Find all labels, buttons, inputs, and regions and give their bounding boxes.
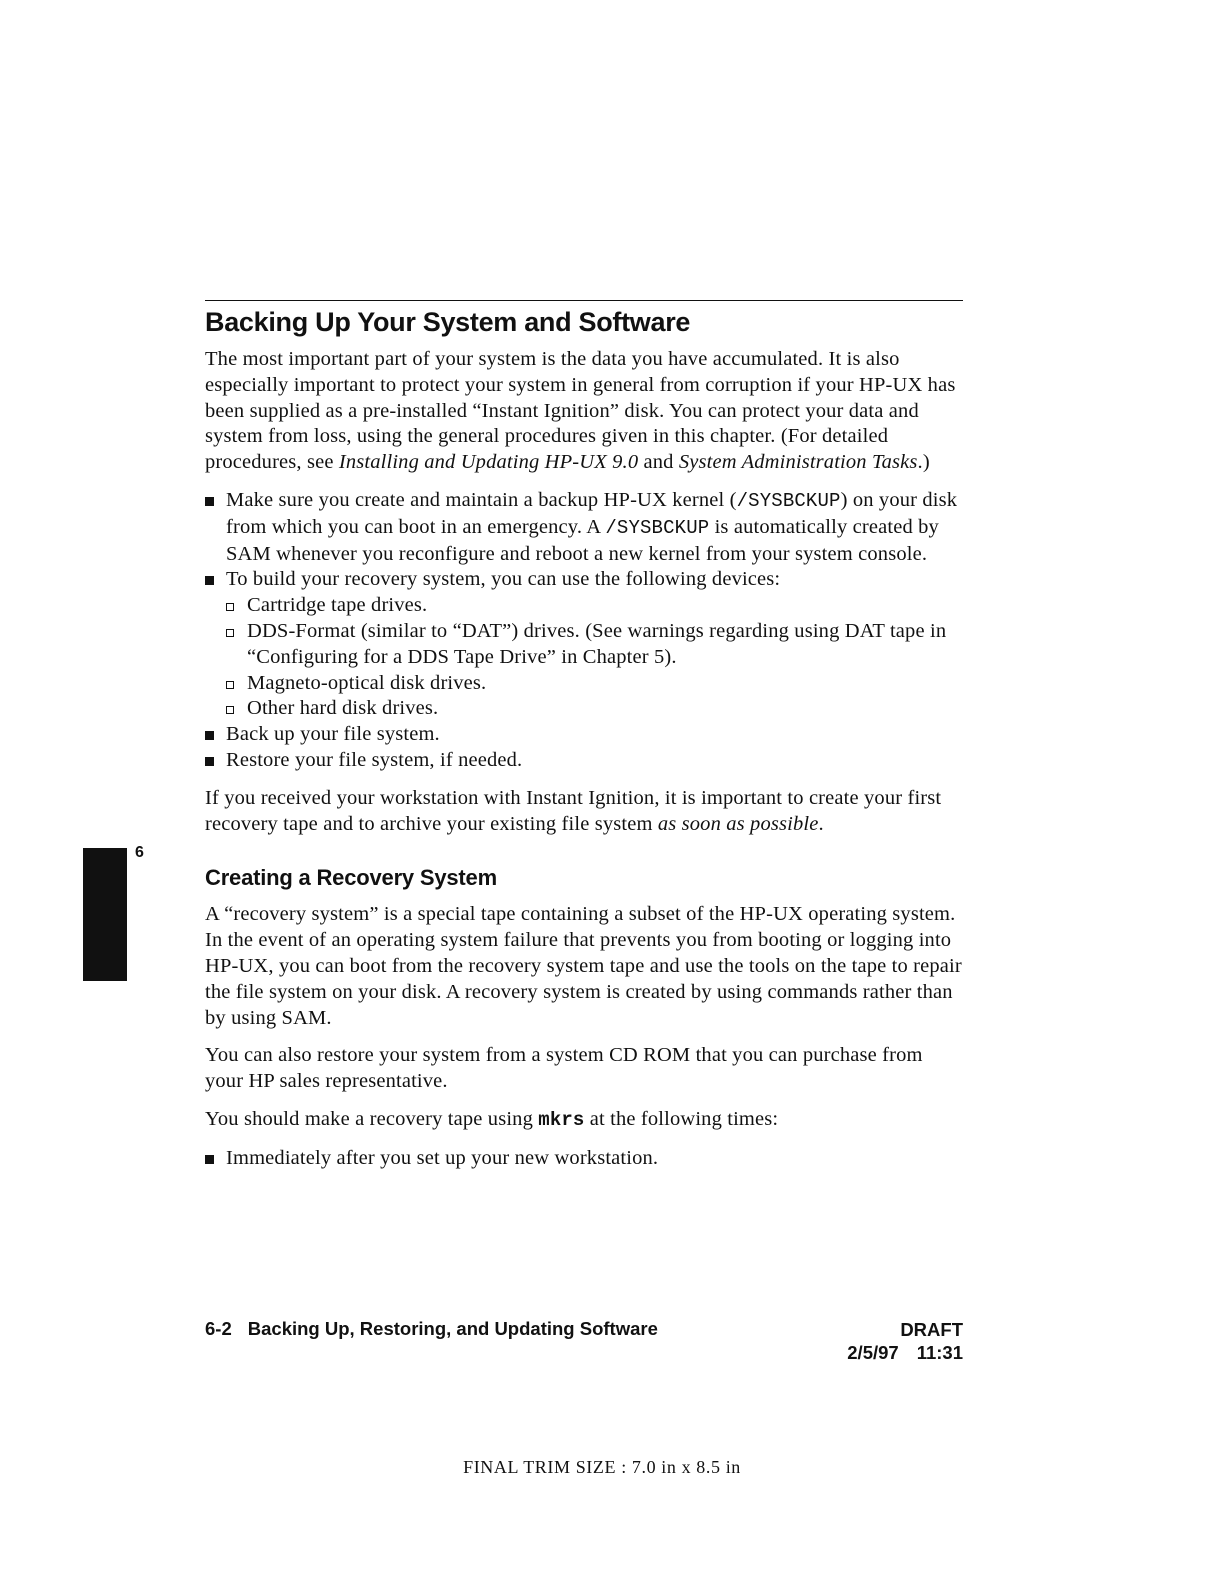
sublist-item [226,593,963,619]
device-dds: DDS-Format (similar to “DAT”) drives. (See warnings regarding using DAT tape in “Configuring for a DDS Tape Drive” in Chapter 5). [247,619,947,668]
intro-text-end: .) [917,451,930,474]
list-item [205,1146,963,1172]
list-item-text: Make sure you create and maintain a backup HP-UX kernel ( [226,488,737,511]
list-item-text: is automatically created by SAM whenever you reconfigure and reboot a new kernel from your system console. [226,515,939,565]
hollow-box-bullet-icon [226,603,234,611]
page-number: 6-2 [205,1318,232,1339]
sublist-item [226,696,963,722]
sysbckup-path: /SYSBCKUP [605,516,710,539]
subsection-title: Creating a Recovery System [205,865,497,891]
list-item-text: Back up your file system. [226,723,440,746]
ref-installing-updating: Installing and Updating HP-UX 9.0 [338,451,639,474]
device-sublist-container [205,593,963,722]
note-text-end: . [818,812,824,835]
hollow-box-bullet-icon [226,706,234,714]
mkrs-times-list [205,1146,963,1172]
chapter-thumb-tab [83,848,127,981]
section-rule [205,300,963,301]
note-text: If you received your workstation with Instant Ignition, it is important to create your first recovery tape and to archive your existing file system [205,786,942,835]
hollow-box-bullet-icon [226,629,234,637]
device-sublist [226,593,963,722]
square-bullet-icon [205,497,214,506]
draft-time: 11:31 [916,1342,963,1363]
backup-bullet-list [205,488,963,774]
device-cartridge: Cartridge tape drives. [247,594,428,617]
intro-text-and: and [638,451,679,474]
instant-ignition-note [205,786,963,838]
note-emphasis: as soon as possible [657,812,819,835]
square-bullet-icon [205,731,214,740]
square-bullet-icon [205,1155,214,1164]
intro-text: The most important part of your system is the data you have accumulated. It is also especially important to protect your system in general from corruption if your HP-UX has been supplied as a pre-installed “Instant Ignition” disk. You can protect your data and system from loss, using the general procedures given in this chapter. (For detailed procedures, see [205,348,956,474]
hollow-box-bullet-icon [226,681,234,689]
list-item [205,748,963,774]
page-footer-right [847,1318,963,1364]
ref-system-admin-tasks: System Administration Tasks [678,451,918,474]
square-bullet-icon [205,576,214,585]
mkrs-paragraph [205,1107,963,1134]
sublist-item [226,619,963,671]
chapter-tab-number: 6 [135,844,144,861]
device-hard-disk: Other hard disk drives. [247,697,439,720]
page-content [205,300,963,1184]
device-magneto-optical: Magneto-optical disk drives. [247,671,487,694]
mkrs-text-end: at the following times: [584,1107,779,1130]
section-title: Backing Up Your System and Software [205,307,691,337]
list-item-text: ) on your disk from which you can boot in an emergency. A [226,488,958,538]
draft-label: DRAFT [900,1319,963,1340]
square-bullet-icon [205,757,214,766]
cd-rom-paragraph: You can also restore your system from a system CD ROM that you can purchase from your HP sales representative. [205,1044,923,1093]
sysbckup-path: /SYSBCKUP [736,489,841,512]
draft-timestamp [847,1341,963,1364]
page-footer-left [205,1318,658,1340]
trim-size-note: FINAL TRIM SIZE : 7.0 in x 8.5 in [463,1457,741,1477]
list-item [205,722,963,748]
footer-chapter-title: Backing Up, Restoring, and Updating Software [247,1318,658,1339]
list-item-text: Restore your file system, if needed. [226,748,523,771]
recovery-system-paragraph: A “recovery system” is a special tape containing a subset of the HP-UX operating system. In the event of an operating system failure that prevents you from booting or logging into HP-UX, you can boot from the recovery system tape and use the tools on the tape to repair the file system on your disk. A recovery system is created by using commands rather than by using SAM. [205,903,962,1029]
intro-paragraph [205,347,963,476]
list-item-text: Immediately after you set up your new workstation. [226,1146,659,1169]
draft-date: 2/5/97 [847,1342,899,1363]
list-item [205,488,963,567]
sublist-item [226,671,963,697]
mkrs-command: mkrs [538,1108,585,1131]
list-item [205,567,963,593]
list-item-text: To build your recovery system, you can use the following devices: [226,568,781,591]
mkrs-text: You should make a recovery tape using [205,1107,539,1130]
